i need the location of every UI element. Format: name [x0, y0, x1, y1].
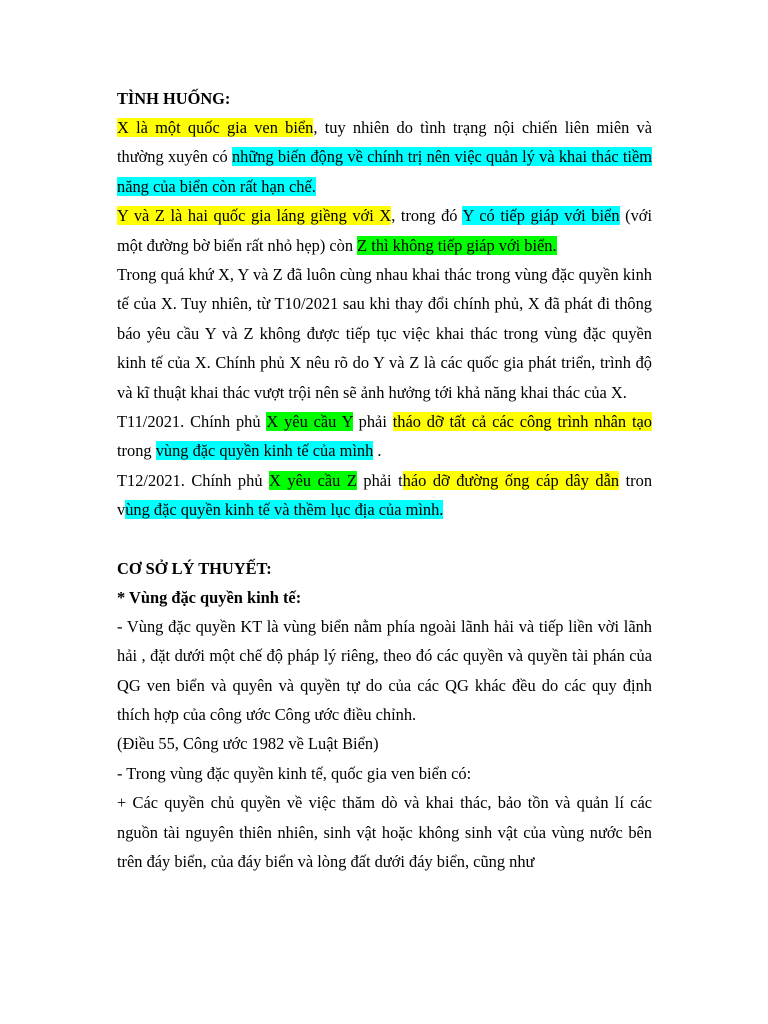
tinh-huong-heading: TÌNH HUỐNG:: [117, 89, 231, 108]
co-so-citation: (Điều 55, Công ước 1982 về Luật Biển): [117, 734, 379, 754]
tinh-huong-paragraph-1: [117, 113, 652, 201]
eez-subheading: * Vùng đặc quyền kinh tế:: [117, 587, 302, 607]
text-run: tron v: [117, 470, 653, 520]
tinh-huong-paragraph-4: [117, 407, 652, 466]
tinh-huong-paragraph-2: [117, 201, 652, 260]
text-run: T11/2021. Chính phủ: [117, 412, 267, 432]
document-body: [117, 84, 652, 876]
highlight-own-eez: vùng đặc quyền kinh tế của mình: [155, 441, 374, 461]
highlight-x-coastal: X là một quốc gia ven biển: [117, 118, 314, 137]
highlight-y-z-neighbors: Y và Z là hai quốc gia láng giềng với X: [117, 206, 392, 226]
highlight-y-coastal: Y có tiếp giáp với biển: [462, 206, 620, 226]
highlight-x-requests-y: X yêu cầu Y: [266, 412, 353, 432]
text-run: phải t: [356, 470, 403, 490]
highlight-z-landlocked: Z thì không tiếp giáp với biển.: [357, 235, 557, 255]
co-so-ly-thuyet-heading: CƠ SỞ LÝ THUYẾT:: [117, 558, 272, 578]
highlight-political-instability: những biến động về chính trị nên việc quản lý và khai thác tiềm năng của biển còn rất hạn chế.: [117, 147, 652, 196]
tinh-huong-paragraph-3: Trong quá khứ X, Y và Z đã luôn cùng nhau khai thác trong vùng đặc quyền kinh tế của X. Tuy nhiên, từ T10/2021 sau khi thay đổi chính phủ, X đã phát đi thông báo yêu cầu Y và Z không được tiếp tục việc khai thác trong vùng đặc quyền kinh tế của X. Chính phủ X nêu rõ do Y và Z là các quốc gia phát triển, trình độ và kĩ thuật khai thác vượt trội nên sẽ ảnh hưởng tới khả năng khai thác của X.: [117, 265, 652, 402]
section-spacer: [117, 525, 652, 554]
text-run: , tuy nhiên do tình trạng nội chiến liên miên và thường xuyên có: [117, 118, 652, 167]
text-run: trong: [117, 441, 156, 461]
text-run: phải: [352, 412, 393, 432]
co-so-paragraph-4: + Các quyền chủ quyền về việc thăm dò và khai thác, bảo tồn và quản lí các nguồn tài nguyên thiên nhiên, sinh vật hoặc không sinh vật của vùng nước bên trên đáy biển, của đáy biển và lòng đất dưới đáy biển, cũng như: [117, 793, 652, 871]
highlight-dismantle-cables: háo dỡ đường ống cáp dây dẫn: [402, 470, 620, 490]
text-run: .: [373, 441, 382, 461]
co-so-paragraph-1: - Vùng đặc quyền KT là vùng biển nằm phía ngoài lãnh hải và tiếp liền vời lãnh hải , đặt dưới một chế độ pháp lý riêng, theo đó các quyền và quyền tài phán của QG ven biển và quyên và quyền tự do của các QG khác đều do các quy định thích hợp của công ước Công ước điều chỉnh.: [117, 616, 652, 724]
text-run: (với một đường bờ biển rất nhỏ hẹp) còn: [117, 206, 652, 255]
co-so-paragraph-3: - Trong vùng đặc quyền kinh tế, quốc gia ven biển có:: [117, 763, 472, 783]
text-run: , trong đó: [391, 206, 463, 226]
highlight-dismantle-structures: tháo dỡ tất cả các công trình nhân tạo: [392, 412, 652, 432]
highlight-x-requests-z: X yêu cầu Z: [269, 470, 357, 490]
text-run: T12/2021. Chính phủ: [117, 470, 270, 490]
highlight-eez-continental-shelf: ùng đặc quyền kinh tế và thềm lục địa của mình.: [125, 500, 444, 520]
tinh-huong-paragraph-5: [117, 466, 652, 525]
